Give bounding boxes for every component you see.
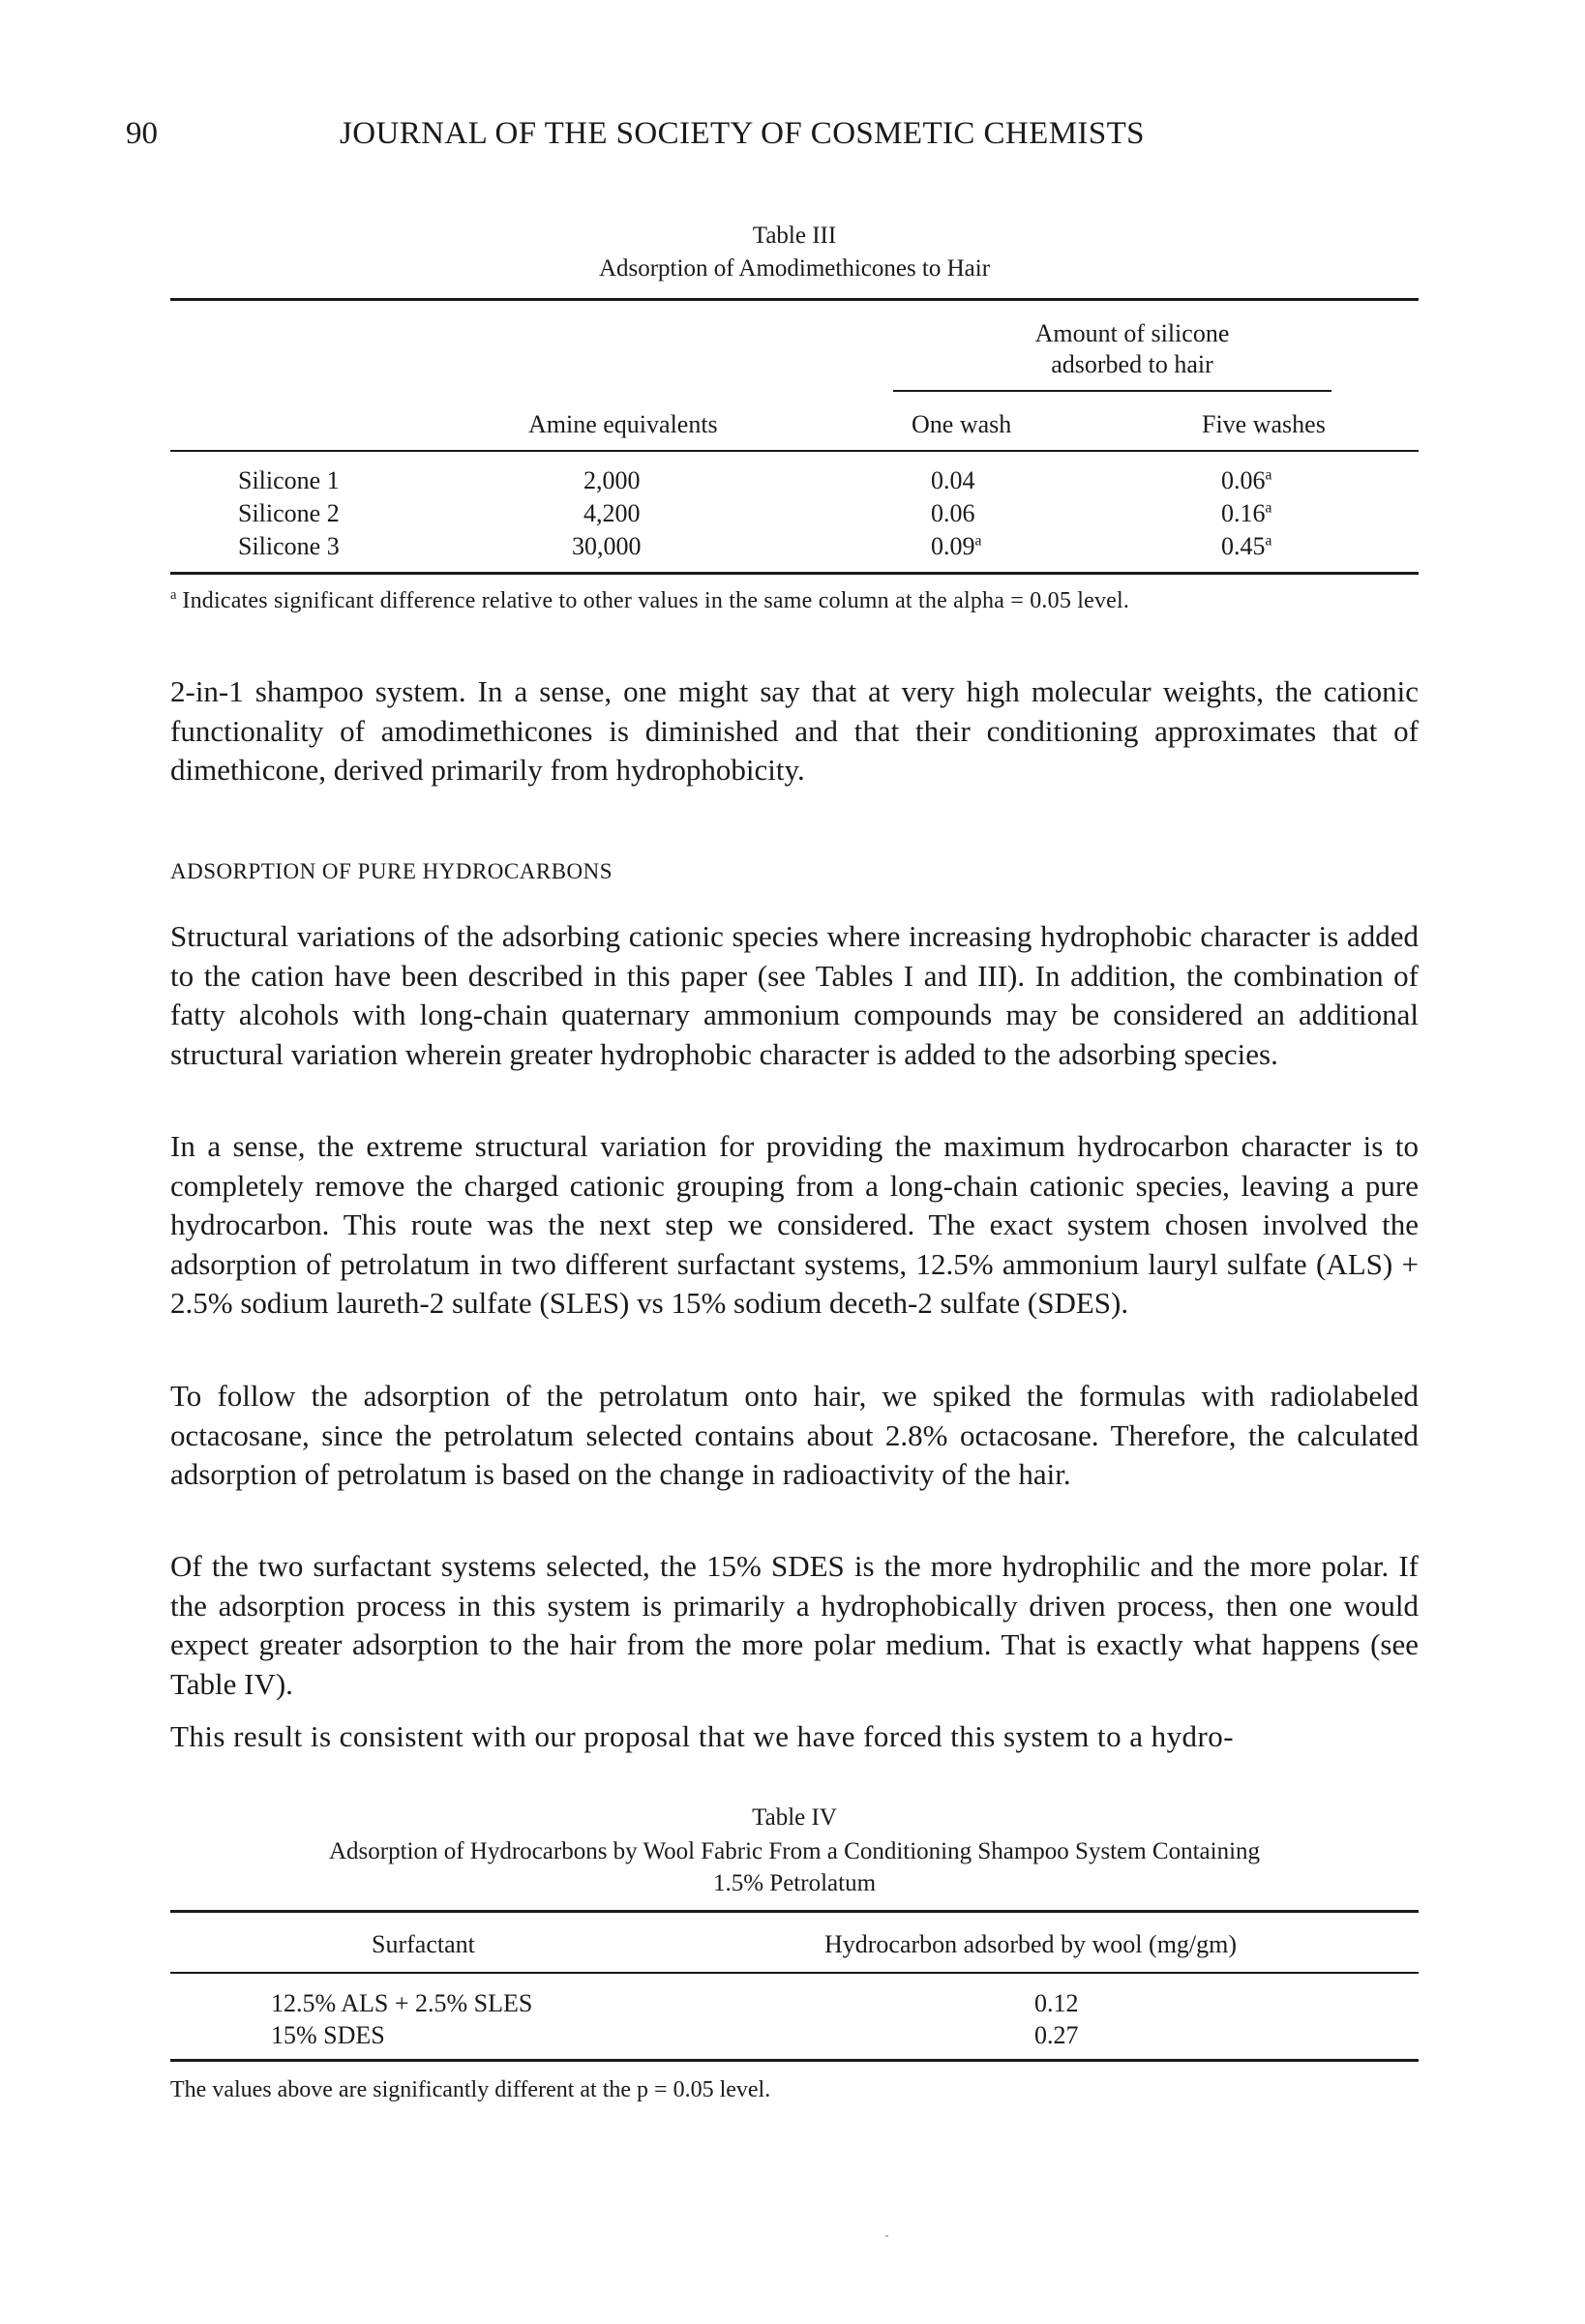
- scan-speck: [885, 2235, 888, 2237]
- table3-one-wash-value: 0.09$^a$: [931, 532, 982, 560]
- table3-group-header-line2: adsorbed to hair: [1051, 350, 1213, 378]
- table4-hydrocarbon-value: 0.27: [1034, 2021, 1079, 2049]
- section-heading: ADSORPTION OF PURE HYDROCARBONS: [170, 859, 613, 883]
- table4-bottom-rule: [170, 2059, 1419, 2062]
- table3-five-washes-value: 0.45$^a$: [1221, 532, 1272, 560]
- journal-title: JOURNAL OF THE SOCIETY OF COSMETIC CHEMISTS: [340, 116, 1145, 151]
- table3-top-rule: [170, 298, 1419, 301]
- table3-amine-value: 4,200: [583, 499, 641, 527]
- table3-col-one-wash: One wash: [912, 410, 1012, 438]
- table3-bottom-rule: [170, 572, 1419, 575]
- table3-title: Table III: [752, 223, 837, 249]
- table3-row-label: Silicone 3: [238, 532, 340, 560]
- table3-five-washes-value: 0.16$^a$: [1221, 499, 1272, 527]
- table3-group-header-line1: Amount of silicone: [1034, 319, 1230, 347]
- table3-amine-value: 30,000: [572, 532, 642, 560]
- paragraph: This result is consistent with our proposal that we have forced this system to a hydro-: [170, 1719, 1234, 1753]
- table3-row-label: Silicone 2: [238, 499, 340, 527]
- paragraph-continuation: 2-in-1 shampoo system. In a sense, one might say that at very high molecular weights, the cationic functionality of amodimethicones is diminished and that their conditioning approximates that of dimethicone, derived primarily from hydrophobicity.: [170, 674, 1419, 787]
- table3-header-rule: [170, 450, 1419, 452]
- table3-group-rule: [893, 390, 1331, 392]
- table4-surfactant-value: 12.5% ALS + 2.5% SLES: [271, 1989, 533, 2017]
- table3-footnote: $^a$ Indicates significant difference relative to other values in the same column at the alpha = 0.05 level.: [170, 587, 1130, 613]
- table3-one-wash-value: 0.04: [931, 466, 975, 494]
- table4-top-rule: [170, 1910, 1419, 1913]
- table3-col-five-washes: Five washes: [1202, 410, 1326, 438]
- table3-amine-value: 2,000: [583, 466, 641, 494]
- table4-caption-line1: Adsorption of Hydrocarbons by Wool Fabric From a Conditioning Shampoo System Containing: [328, 1838, 1261, 1864]
- paragraph: Of the two surfactant systems selected, the 15% SDES is the more hydrophilic and the more polar. If the adsorption process in this system is primarily a hydrophobically driven process, then one would expect greater adsorption to the hair from the more polar medium. That is exactly what happens (see Table IV).: [170, 1549, 1419, 1701]
- table4-caption-line2: 1.5% Petrolatum: [712, 1870, 877, 1896]
- table3-five-washes-value: 0.06$^a$: [1221, 466, 1272, 494]
- paragraph: In a sense, the extreme structural variation for providing the maximum hydrocarbon character is to completely remove the charged cationic grouping from a long-chain cationic species, leaving a pure hydrocarbon. This route was the next step we considered. The exact system chosen involved the adsorption of petrolatum in two different surfactant systems, 12.5% ammonium lauryl sulfate (ALS) + 2.5% sodium laureth-2 sulfate (SLES) vs 15% sodium deceth-2 sulfate (SDES).: [170, 1129, 1419, 1320]
- table3-row-label: Silicone 1: [238, 466, 340, 494]
- table4-surfactant-value: 15% SDES: [271, 2021, 385, 2049]
- paragraph: To follow the adsorption of the petrolatum onto hair, we spiked the formulas with radiolabeled octacosane, since the petrolatum selected contains about 2.8% octacosane. Therefore, the calculated adsorption of petrolatum is based on the change in radioactivity of the hair.: [170, 1379, 1419, 1491]
- table4-note: The values above are significantly different at the p = 0.05 level.: [170, 2077, 771, 2102]
- paragraph: Structural variations of the adsorbing cationic species where increasing hydrophobic character is added to the cation have been described in this paper (see Tables I and III). In addition, the combination of fatty alcohols with long-chain quaternary ammonium compounds may be considered an additional structural variation wherein greater hydrophobic character is added to the adsorbing species.: [170, 919, 1419, 1071]
- table4-title: Table IV: [752, 1804, 837, 1831]
- table3-caption: Adsorption of Amodimethicones to Hair: [598, 255, 991, 282]
- table4-col-surfactant: Surfactant: [372, 1930, 475, 1958]
- table4-header-rule: [170, 1972, 1419, 1974]
- table3-one-wash-value: 0.06: [931, 499, 975, 527]
- page-number: 90: [126, 116, 158, 151]
- table4-col-hydrocarbon: Hydrocarbon adsorbed by wool (mg/gm): [824, 1930, 1238, 1958]
- table3-col-amine: Amine equivalents: [528, 410, 718, 438]
- table4-hydrocarbon-value: 0.12: [1034, 1989, 1079, 2017]
